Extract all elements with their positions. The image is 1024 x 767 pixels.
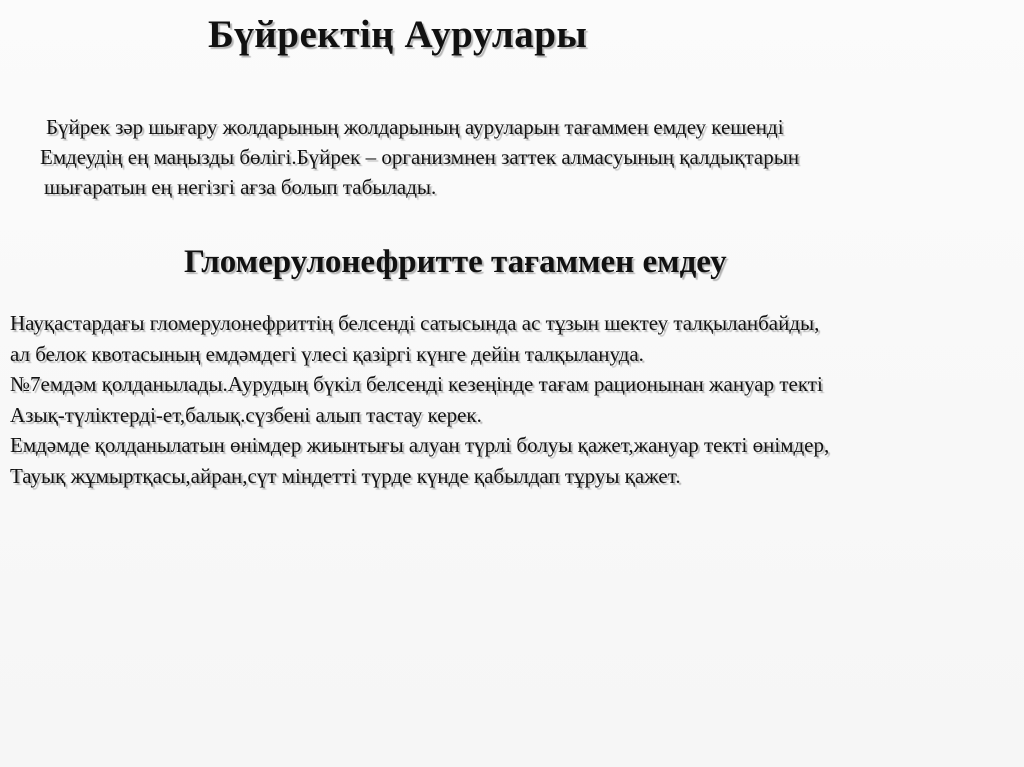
body-line: Емдәмде қолданылатын өнімдер жиынтығы алуан түрлі болуы қажет,жануар текті өнімдер, [10, 433, 830, 457]
body-line: Науқастардағы гломерулонефриттің белсенді сатысында ас тұзын шектеу талқыланбайды, [10, 311, 820, 335]
intro-line: Емдеудің ең маңызды бөлігі.Бүйрек – организмнен заттек алмасуының қалдықтарын [40, 145, 800, 169]
slide-title: Бүйректің Аурулары [208, 13, 588, 56]
body-line: Азық-түліктерді-ет,балық.сүзбені алып тастау керек. [10, 402, 482, 427]
intro-line: шығаратын ең негізгі ағза болып табылады. [44, 175, 437, 199]
section-heading: Гломерулонефритте тағаммен емдеу [184, 244, 727, 280]
intro-paragraph [36, 112, 996, 202]
intro-line: Бүйрек зәр шығару жолдарының жолдарының ауруларын тағаммен емдеу кешенді [46, 115, 784, 139]
body-paragraph [10, 308, 1015, 491]
body-line: №7емдәм қолданылады.Аурудың бүкіл белсенді кезеңінде тағам рационынан жануар текті [10, 372, 823, 396]
body-line: ал белок квотасының емдәмдегі үлесі қазіргі күнге дейін талқылануда. [10, 341, 644, 366]
body-line: Тауық жұмыртқасы,айран,сүт міндетті түрде күнде қабылдап тұруы қажет. [10, 463, 681, 488]
